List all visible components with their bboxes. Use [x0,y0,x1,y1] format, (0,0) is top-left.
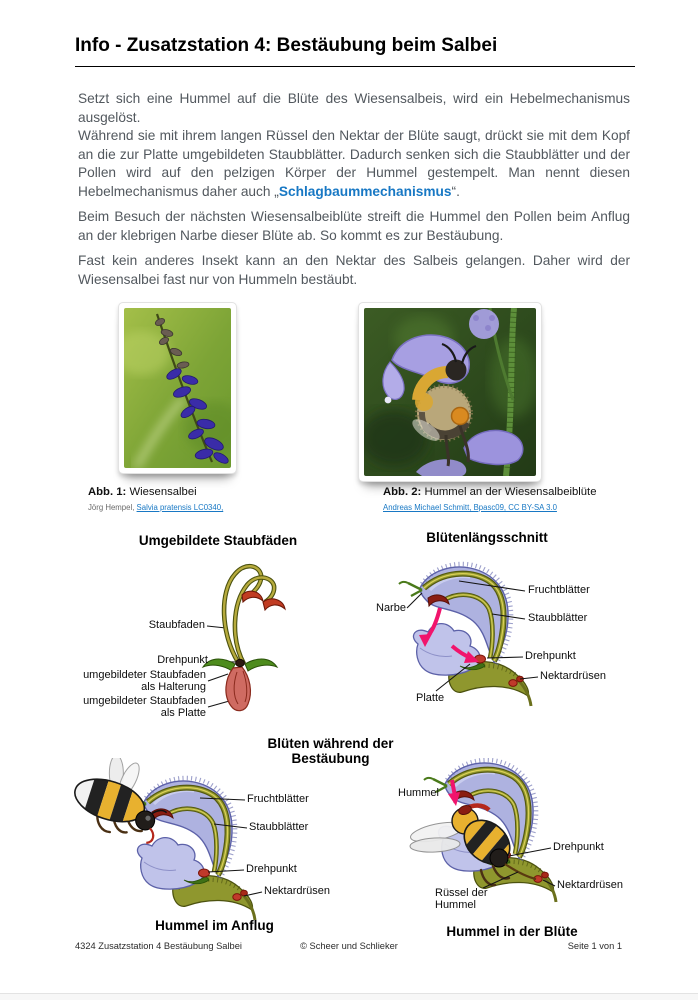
label-drehpunkt: Drehpunkt [525,650,576,662]
figure2-credit [383,503,557,512]
footer-left: 4324 Zusatzstation 4 Bestäubung Salbei [75,941,242,951]
label-ruessel: Rüssel der Hummel [435,887,488,911]
label-fruchtblaetter: Fruchtblätter [247,793,309,805]
label-staubfaden: Staubfaden [148,619,205,631]
label-platte: Platte [416,692,445,704]
label-platte: umgebildeter Staubfaden als Platte [83,695,206,719]
label-drehpunkt: Drehpunkt [553,841,604,853]
inside-caption: Hummel in der Blüte [446,924,578,939]
footer-center: © Scheer und Schlieker [300,941,398,951]
wiesensalbei-photo [124,308,231,468]
cross-section-diagram [358,552,688,742]
heading-cross-section: Blütenlängsschnitt [426,530,548,545]
highlight-term: Schlagbaummechanismus [278,183,452,199]
label-hummel: Hummel [398,787,439,799]
label-fruchtblaetter: Fruchtblätter [528,584,590,596]
hummel-photo-frame [358,302,542,482]
approach-diagram [60,758,380,948]
label-nektardruesen: Nektardrüsen [540,670,607,682]
label-nektardruesen: Nektardrüsen [557,879,624,891]
figure1-caption: Abb. 1: Wiesensalbei [88,486,197,498]
intro-text [78,90,630,289]
page-title: Info - Zusatzstation 4: Bestäubung beim Salbei [75,34,635,67]
paragraph-4: Fast kein anderes Insekt kann an den Nektar des Salbeis gelangen. Daher wird der Wiesensalbei fast nur von Hummeln bestäubt. [78,253,630,287]
heading-stamens: Umgebildete Staubfäden [138,533,298,548]
inside-diagram [385,758,690,958]
paragraph-1: Setzt sich eine Hummel auf die Blüte des Wiesensalbeis, wird ein Hebelmechanismus ausgelöst. [78,91,630,125]
figure1-credit-link[interactable]: Salvia pratensis LC0340, [136,503,224,512]
label-staubblaetter: Staubblätter [249,821,309,833]
paragraph-3: Beim Besuch der nächsten Wiesensalbeiblüte streift die Hummel den Pollen beim Anflug an der klebrigen Narbe dieser Blüte ab. So kommt es zur Bestäubung. [78,209,630,243]
figure2-caption: Abb. 2: Hummel an der Wiesensalbeiblüte [383,486,597,498]
label-narbe: Narbe [376,602,406,614]
label-drehpunkt: Drehpunkt [246,863,297,875]
label-drehpunkt: Drehpunkt [157,654,208,666]
cross-section-illustration [358,552,688,742]
label-staubblaetter: Staubblätter [528,612,588,624]
wiesensalbei-photo-frame [118,302,237,474]
footer-right: Seite 1 von 1 [567,941,622,951]
approach-caption: Hummel im Anflug [155,918,274,933]
page-bottom-edge [0,993,698,1000]
paragraph-2: Während sie mit ihrem langen Rüssel den Nektar der Blüte saugt, drückt sie mit dem Kopf an die zur Platte umgebildeten Staubblätter. Dadurch senken sich die Staubblätter und der Pollen wird auf den pelzigen Körper der Hummel gestempelt. Man nennt diesen Hebelmechanismus daher auch „Schlagbaummechanismus“. [78,128,630,199]
label-nektardruesen: Nektardrüsen [264,885,331,897]
figure1-credit: Jörg Hempel, Salvia pratensis LC0340, [88,503,224,512]
heading-pollination: Blüten während der Bestäubung [267,736,394,766]
stamens-diagram [75,552,365,737]
figure2-credit-link[interactable]: Andreas Michael Schmitt, Bpasc09, CC BY-SA 3.0 [383,503,557,512]
label-halterung: umgebildeter Staubfaden als Halterung [83,669,206,693]
hummel-photo [364,308,536,476]
